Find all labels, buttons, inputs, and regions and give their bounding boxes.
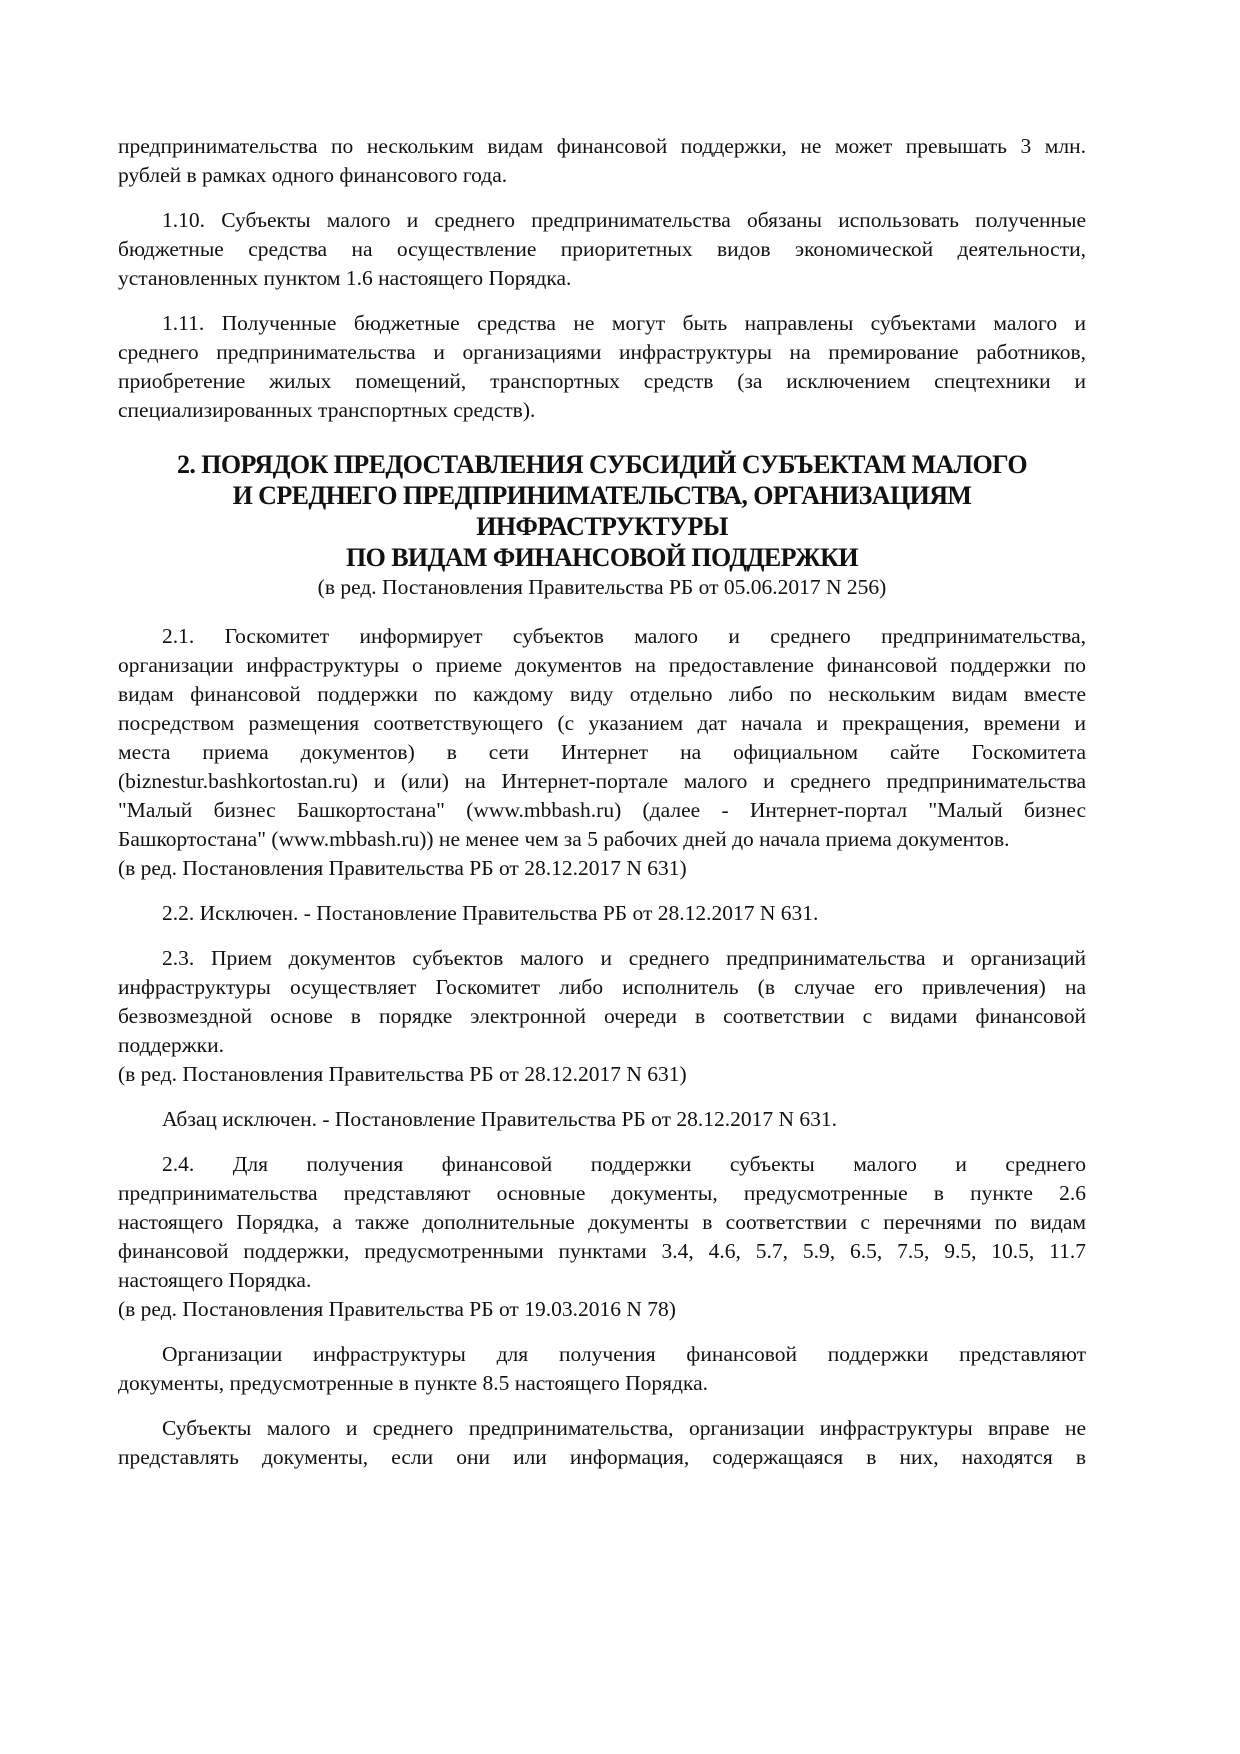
paragraph [118,1105,1086,1134]
heading-line: 2. ПОРЯДОК ПРЕДОСТАВЛЕНИЯ СУБСИДИЙ СУБЪЕКТАМ МАЛОГО [177,450,1027,479]
text-line: инфраструктуры осуществляет Госкомитет либо исполнитель (в случае его привлечения) на [118,975,1086,999]
paragraph [118,1340,1086,1398]
text-line: рублей в рамках одного финансового года. [118,163,508,187]
text-line: 2.1. Госкомитет информирует субъектов малого и среднего предпринимательства, [162,624,1086,648]
section-2-body [118,622,1086,1472]
paragraph [118,309,1086,425]
paragraph [118,1150,1086,1324]
text-line: установленных пунктом 1.6 настоящего Порядка. [118,266,572,290]
text-line: Организации инфраструктуры для получения финансовой поддержки представляют [162,1342,1086,1366]
text-line: настоящего Порядка, а также дополнительные документы в соответствии с перечнями по видам [118,1210,1086,1234]
text-line: видам финансовой поддержки по каждому виду отдельно либо по нескольким видам вместе [118,682,1086,706]
text-line: посредством размещения соответствующего (с указанием дат начала и прекращения, времени и [118,711,1086,735]
text-line: Башкортостана" (www.mbbash.ru)) не менее чем за 5 рабочих дней до начала приема документов. [118,827,1010,851]
heading-line: ИНФРАСТРУКТУРЫ [476,512,728,541]
text-line: места приема документов) в сети Интернет на официальном сайте Госкомитета [118,740,1086,764]
text-line: настоящего Порядка. [118,1268,312,1292]
heading-line: ПО ВИДАМ ФИНАНСОВОЙ ПОДДЕРЖКИ [346,543,858,572]
text-line: специализированных транспортных средств). [118,398,536,422]
text-line: 2.4. Для получения финансовой поддержки субъекты малого и среднего [162,1152,1086,1176]
text-line: приобретение жилых помещений, транспортных средств (за исключением спецтехники и [118,369,1086,393]
document-page [118,132,1086,1488]
text-line: 1.11. Полученные бюджетные средства не могут быть направлены субъектами малого и [162,311,1086,335]
text-line: Абзац исключен. - Постановление Правительства РБ от 28.12.2017 N 631. [162,1107,838,1131]
text-line: безвозмездной основе в порядке электронной очереди в соответствии с видами финансовой [118,1004,1086,1028]
text-line: предпринимательства представляют основные документы, предусмотренные в пункте 2.6 [118,1181,1086,1205]
text-line: бюджетные средства на осуществление приоритетных видов экономической деятельности, [118,237,1086,261]
text-line: (biznestur.bashkortostan.ru) и (или) на Интернет-портале малого и среднего предпринимательства [118,769,1086,793]
paragraph [118,132,1086,190]
text-line: Субъекты малого и среднего предпринимательства, организации инфраструктуры вправе не [162,1416,1086,1440]
text-line: "Малый бизнес Башкортостана" (www.mbbash.ru) (далее - Интернет-портал "Малый бизнес [118,798,1086,822]
section-2-heading [118,449,1086,573]
paragraph [118,944,1086,1089]
paragraph [118,899,1086,928]
heading-line: И СРЕДНЕГО ПРЕДПРИНИМАТЕЛЬСТВА, ОРГАНИЗАЦИЯМ [232,481,972,510]
text-line: 2.2. Исключен. - Постановление Правительства РБ от 28.12.2017 N 631. [162,901,819,925]
heading-amendment-note: (в ред. Постановления Правительства РБ от 05.06.2017 N 256) [317,575,887,599]
text-line: предпринимательства по нескольким видам финансовой поддержки, не может превышать 3 млн. [118,134,1086,158]
text-line: среднего предпринимательства и организациями инфраструктуры на премирование работников, [118,340,1086,364]
text-line: представлять документы, если они или информация, содержащаяся в них, находятся в [118,1445,1086,1469]
paragraph [118,622,1086,883]
paragraph [118,206,1086,293]
text-line: финансовой поддержки, предусмотренными пунктами 3.4, 4.6, 5.7, 5.9, 6.5, 7.5, 9.5, 10.5, 11.7 [118,1239,1086,1263]
text-line: 1.10. Субъекты малого и среднего предпринимательства обязаны использовать полученные [162,208,1086,232]
text-line: 2.3. Прием документов субъектов малого и среднего предпринимательства и организаций [162,946,1086,970]
paragraph [118,1414,1086,1472]
text-line: поддержки. [118,1033,224,1057]
amendment-note: (в ред. Постановления Правительства РБ от 28.12.2017 N 631) [118,856,687,880]
section-1-tail [118,132,1086,425]
amendment-note: (в ред. Постановления Правительства РБ от 19.03.2016 N 78) [118,1297,676,1321]
amendment-note: (в ред. Постановления Правительства РБ от 28.12.2017 N 631) [118,1062,687,1086]
text-line: организации инфраструктуры о приеме документов на предоставление финансовой поддержки по [118,653,1086,677]
text-line: документы, предусмотренные в пункте 8.5 настоящего Порядка. [118,1371,709,1395]
